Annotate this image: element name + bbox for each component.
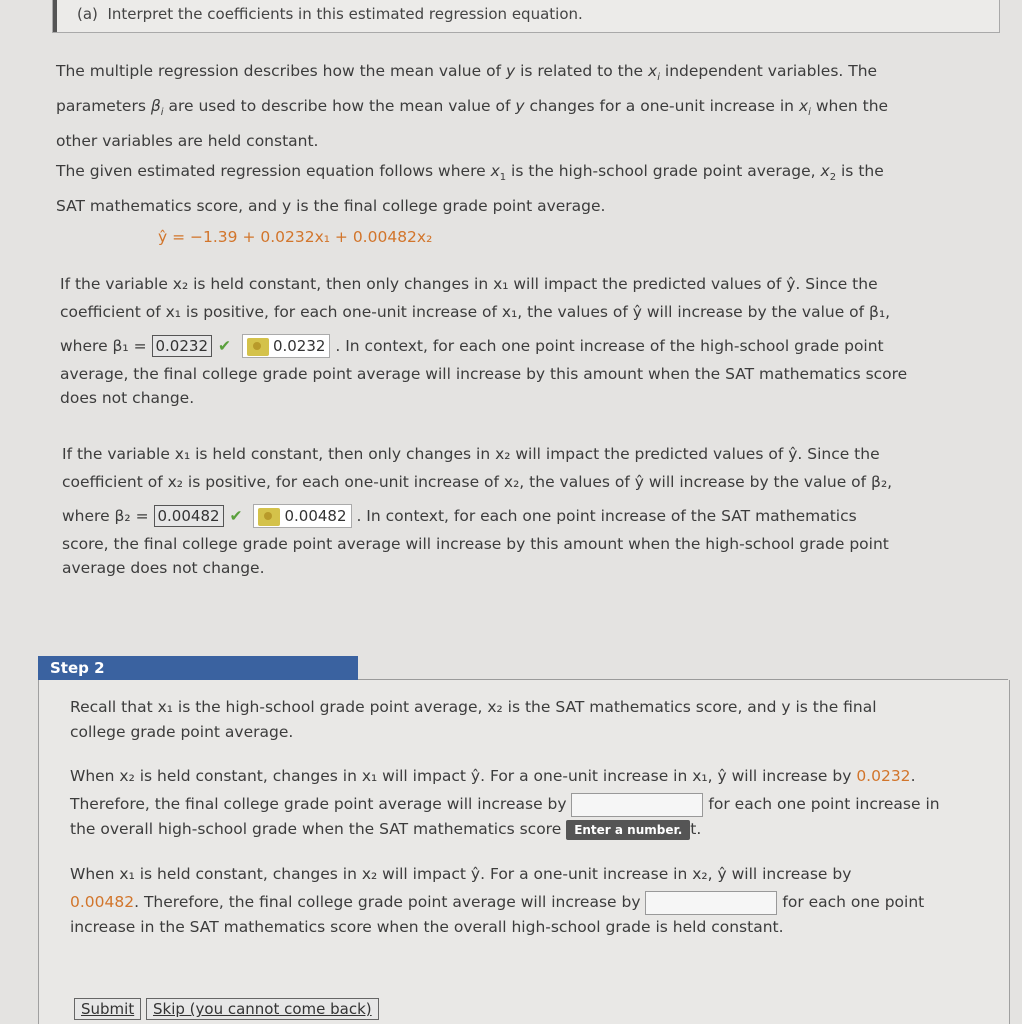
beta1-answer: 0.0232: [152, 335, 213, 357]
answer-input-2[interactable]: [645, 891, 777, 915]
check-icon: ✔: [218, 337, 231, 355]
given-paragraph: The given estimated regression equation follows where $x_1$ is the high-school grade point average, $x_2$ is the SAT mathematics score, and y is the final college grade point average.: [56, 162, 884, 216]
regression-equation: ŷ = −1.39 + 0.0232x₁ + 0.00482x₂: [158, 228, 433, 246]
skip-button[interactable]: Skip (you cannot come back): [146, 998, 379, 1020]
question-2: When x₁ is held constant, changes in x₂ will impact ŷ. For a one-unit increase in x₂, ŷ will increase by 0.00482. Therefore, the final college grade point average will increase by for each one point increase in the SAT mathematics score when the overall high-school grade is held constant.: [70, 865, 925, 936]
beta1-paragraph: If the variable x₂ is held constant, then only changes in x₁ will impact the predicted values of ŷ. Since the coefficient of x₁ is positive, for each one-unit increase of x₁, the values of ŷ will increase by the value of β₁, where β₁ = 0.0232 ✔ 0.0232 . In context, for each one point increase of the high-school grade point average, the final college grade point average will increase by this amount when the SAT mathematics score does not change.: [60, 275, 908, 407]
header-accent-bar: [53, 0, 57, 32]
answer-input-1[interactable]: [571, 793, 703, 817]
part-title: Interpret the coefficients in this estimated regression equation.: [107, 5, 583, 23]
beta2-paragraph: If the variable x₁ is held constant, then only changes in x₂ will impact the predicted values of ŷ. Since the coefficient of x₂ is positive, for each one-unit increase of x₂, the values of ŷ will increase by the value of β₂, where β₂ = 0.00482 ✔ 0.00482 . In context, for each one point increase of the SAT mathematics score, the final college grade point average will increase by this amount when the high-school grade point average does not change.: [62, 445, 893, 577]
check-icon: ✔: [229, 507, 243, 525]
enter-number-tooltip: Enter a number.: [566, 820, 690, 840]
submit-button[interactable]: Submit: [74, 998, 141, 1020]
part-header: [52, 0, 1000, 33]
part-label: (a): [77, 5, 98, 23]
key-icon: [247, 338, 269, 356]
question-1: When x₂ is held constant, changes in x₁ will impact ŷ. For a one-unit increase in x₁, ŷ will increase by 0.0232. Therefore, the final college grade point average will increase by for each one point increase in the overall high-school grade when the SAT mathematics score Enter a number. t.: [70, 767, 940, 838]
beta2-answer-key[interactable]: 0.00482: [253, 504, 351, 528]
beta1-answer-key[interactable]: 0.0232: [242, 334, 331, 358]
intro-paragraph: The multiple regression describes how the mean value of y is related to the $x_i$ independent variables. The parameters $\beta_i$ are used to describe how the mean value of y changes for a one-unit increase in $x_i$ when the other variables are held constant.: [56, 62, 889, 151]
recall-paragraph: Recall that x₁ is the high-school grade point average, x₂ is the SAT mathematics score, and y is the final college grade point average.: [70, 698, 877, 741]
key-icon: [258, 508, 280, 526]
part-header-text: [77, 5, 583, 23]
step-2-tab: Step 2: [38, 656, 358, 680]
beta2-answer: 0.00482: [154, 505, 224, 527]
